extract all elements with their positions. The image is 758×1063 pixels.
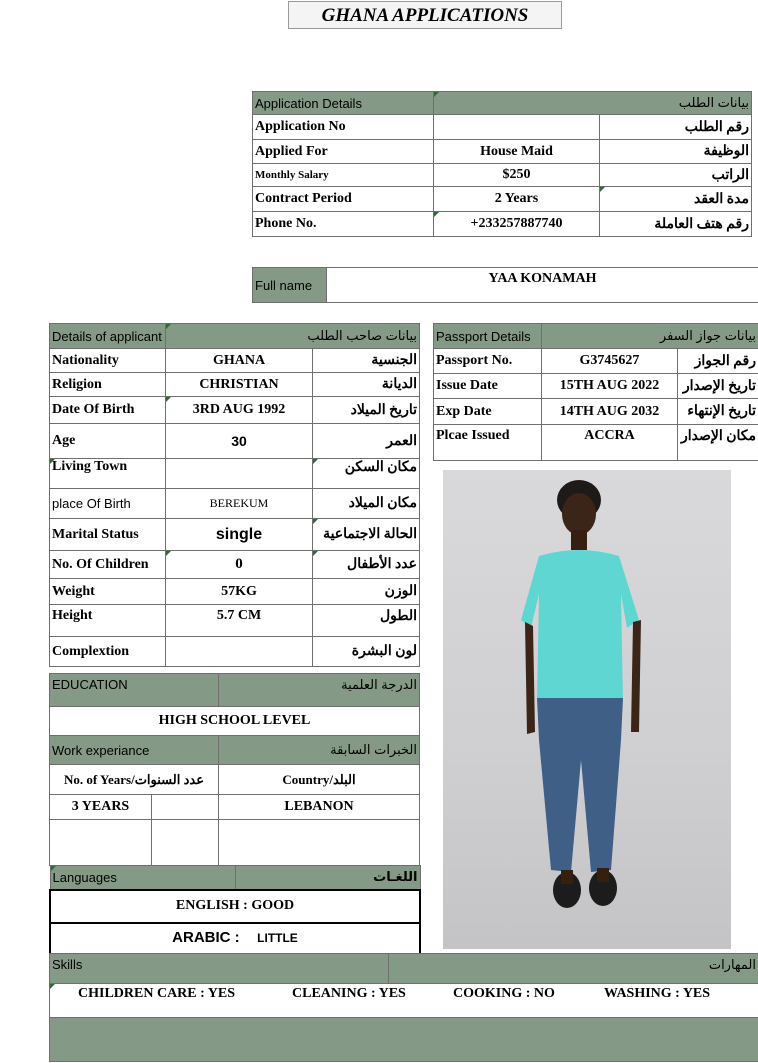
full-name-value: YAA KONAMAH: [327, 268, 758, 303]
skills-header-en: Skills: [50, 954, 389, 984]
full-name-table: [252, 267, 758, 303]
applicant-details-table: [49, 323, 420, 667]
phone-ar: رقم هتف العاملة: [600, 212, 752, 237]
nationality-value: GHANA: [166, 349, 313, 373]
work-empty-cell: [219, 820, 420, 866]
passport-no-value: G3745627: [542, 349, 678, 374]
application-details-table: [252, 91, 752, 237]
skills-table: [49, 953, 758, 1062]
language-english: ENGLISH : GOOD: [50, 890, 420, 923]
exp-date-value: 14TH AUG 2032: [542, 399, 678, 425]
monthly-salary-value: $250: [434, 164, 600, 187]
passport-header-en: Passport Details: [434, 324, 542, 349]
full-name-label: Full name: [253, 268, 327, 303]
issue-date-label: Issue Date: [434, 374, 542, 399]
passport-no-ar: رقم الجواز: [678, 349, 758, 374]
work-country-value: LEBANON: [219, 795, 420, 820]
living-town-value: [166, 459, 313, 489]
work-country-column-header: Country/البلد: [219, 765, 420, 795]
exp-date-label: Exp Date: [434, 399, 542, 425]
weight-value: 57KG: [166, 579, 313, 605]
work-header-en: Work experiance: [50, 736, 219, 765]
education-header-en: EDUCATION: [50, 674, 219, 707]
complexion-value: [166, 637, 313, 667]
monthly-salary-label: Monthly Salary: [253, 164, 434, 187]
children-value: 0: [166, 551, 313, 579]
age-value: 30: [166, 424, 313, 459]
application-header-ar: بيانات الطلب: [434, 92, 752, 115]
marital-status-ar: الحالة الاجتماعية: [313, 519, 420, 551]
work-experience-table: [49, 735, 420, 866]
application-no-ar: رقم الطلب: [600, 115, 752, 140]
work-empty-cell: [152, 795, 219, 820]
languages-header-ar: اللغـات: [235, 866, 420, 890]
height-ar: الطول: [313, 605, 420, 637]
dob-value: 3RD AUG 1992: [166, 397, 313, 424]
weight-label: Weight: [50, 579, 166, 605]
work-years-value: 3 YEARS: [50, 795, 152, 820]
work-years-column-header: No. of Years/عدد السنوات: [50, 765, 219, 795]
application-no-value: [434, 115, 600, 140]
applicant-photo: [443, 470, 731, 949]
applicant-header-ar: بيانات صاحب الطلب: [166, 324, 420, 349]
place-of-birth-ar: مكان الميلاد: [313, 489, 420, 519]
monthly-salary-ar: الراتب: [600, 164, 752, 187]
nationality-label: Nationality: [50, 349, 166, 373]
exp-date-ar: تاريخ الإنتهاء: [678, 399, 758, 425]
phone-label: Phone No.: [253, 212, 434, 237]
religion-label: Religion: [50, 373, 166, 397]
skills-header-ar: المهارات: [389, 954, 758, 984]
issue-date-ar: تاريخ الإصدار: [678, 374, 758, 399]
children-label: No. Of Children: [50, 551, 166, 579]
place-of-birth-label: place Of Birth: [50, 489, 166, 519]
language-arabic: [50, 923, 420, 954]
languages-header-en: Languages: [50, 866, 235, 890]
applied-for-ar: الوظيفة: [600, 140, 752, 164]
religion-value: CHRISTIAN: [166, 373, 313, 397]
application-header-en: Application Details: [253, 92, 434, 115]
applied-for-value: House Maid: [434, 140, 600, 164]
applicant-header-en: Details of applicant: [50, 324, 166, 349]
height-label: Height: [50, 605, 166, 637]
work-empty-cell: [50, 820, 152, 866]
age-label: Age: [50, 424, 166, 459]
work-header-ar: الخبرات السابقة: [219, 736, 420, 765]
work-empty-cell: [152, 820, 219, 866]
skill-cooking: COOKING : NO: [453, 986, 555, 1001]
passport-header-ar: بيانات جواز السفر: [542, 324, 758, 349]
phone-value: +233257887740: [434, 212, 600, 237]
skills-list: [50, 984, 758, 1018]
place-issued-value: ACCRA: [542, 425, 678, 461]
skill-washing: WASHING : YES: [604, 986, 711, 1001]
dob-label: Date Of Birth: [50, 397, 166, 424]
complexion-ar: لون البشرة: [313, 637, 420, 667]
passport-details-table: [433, 323, 758, 461]
living-town-label: Living Town: [50, 459, 166, 489]
education-table: [49, 673, 420, 736]
skills-footer-band: [50, 1018, 758, 1062]
skill-children-care: CHILDREN CARE : YES: [78, 986, 236, 1001]
application-no-label: Application No: [253, 115, 434, 140]
page-title: GHANA APPLICATIONS: [288, 1, 562, 29]
applied-for-label: Applied For: [253, 140, 434, 164]
dob-ar: تاريخ الميلاد: [313, 397, 420, 424]
contract-period-ar: مدة العقد: [600, 187, 752, 212]
passport-no-label: Passport No.: [434, 349, 542, 374]
place-issued-ar: مكان الإصدار: [678, 425, 758, 461]
issue-date-value: 15TH AUG 2022: [542, 374, 678, 399]
contract-period-label: Contract Period: [253, 187, 434, 212]
age-ar: العمر: [313, 424, 420, 459]
language-arabic-value: LITTLE: [257, 931, 298, 945]
weight-ar: الوزن: [313, 579, 420, 605]
living-town-ar: مكان السكن: [313, 459, 420, 489]
place-issued-label: Plcae Issued: [434, 425, 542, 461]
religion-ar: الديانة: [313, 373, 420, 397]
education-value: HIGH SCHOOL LEVEL: [50, 707, 420, 736]
education-header-ar: الدرجة العلمية: [219, 674, 420, 707]
marital-status-value: single: [166, 519, 313, 551]
complexion-label: Complextion: [50, 637, 166, 667]
nationality-ar: الجنسية: [313, 349, 420, 373]
children-ar: عدد الأطفال: [313, 551, 420, 579]
height-value: 5.7 CM: [166, 605, 313, 637]
place-of-birth-value: BEREKUM: [166, 489, 313, 519]
languages-table: [49, 865, 421, 955]
marital-status-label: Marital Status: [50, 519, 166, 551]
applicant-figure-icon: [443, 470, 731, 949]
contract-period-value: 2 Years: [434, 187, 600, 212]
language-arabic-label: ARABIC :: [172, 929, 240, 946]
skill-cleaning: CLEANING : YES: [292, 986, 406, 1001]
